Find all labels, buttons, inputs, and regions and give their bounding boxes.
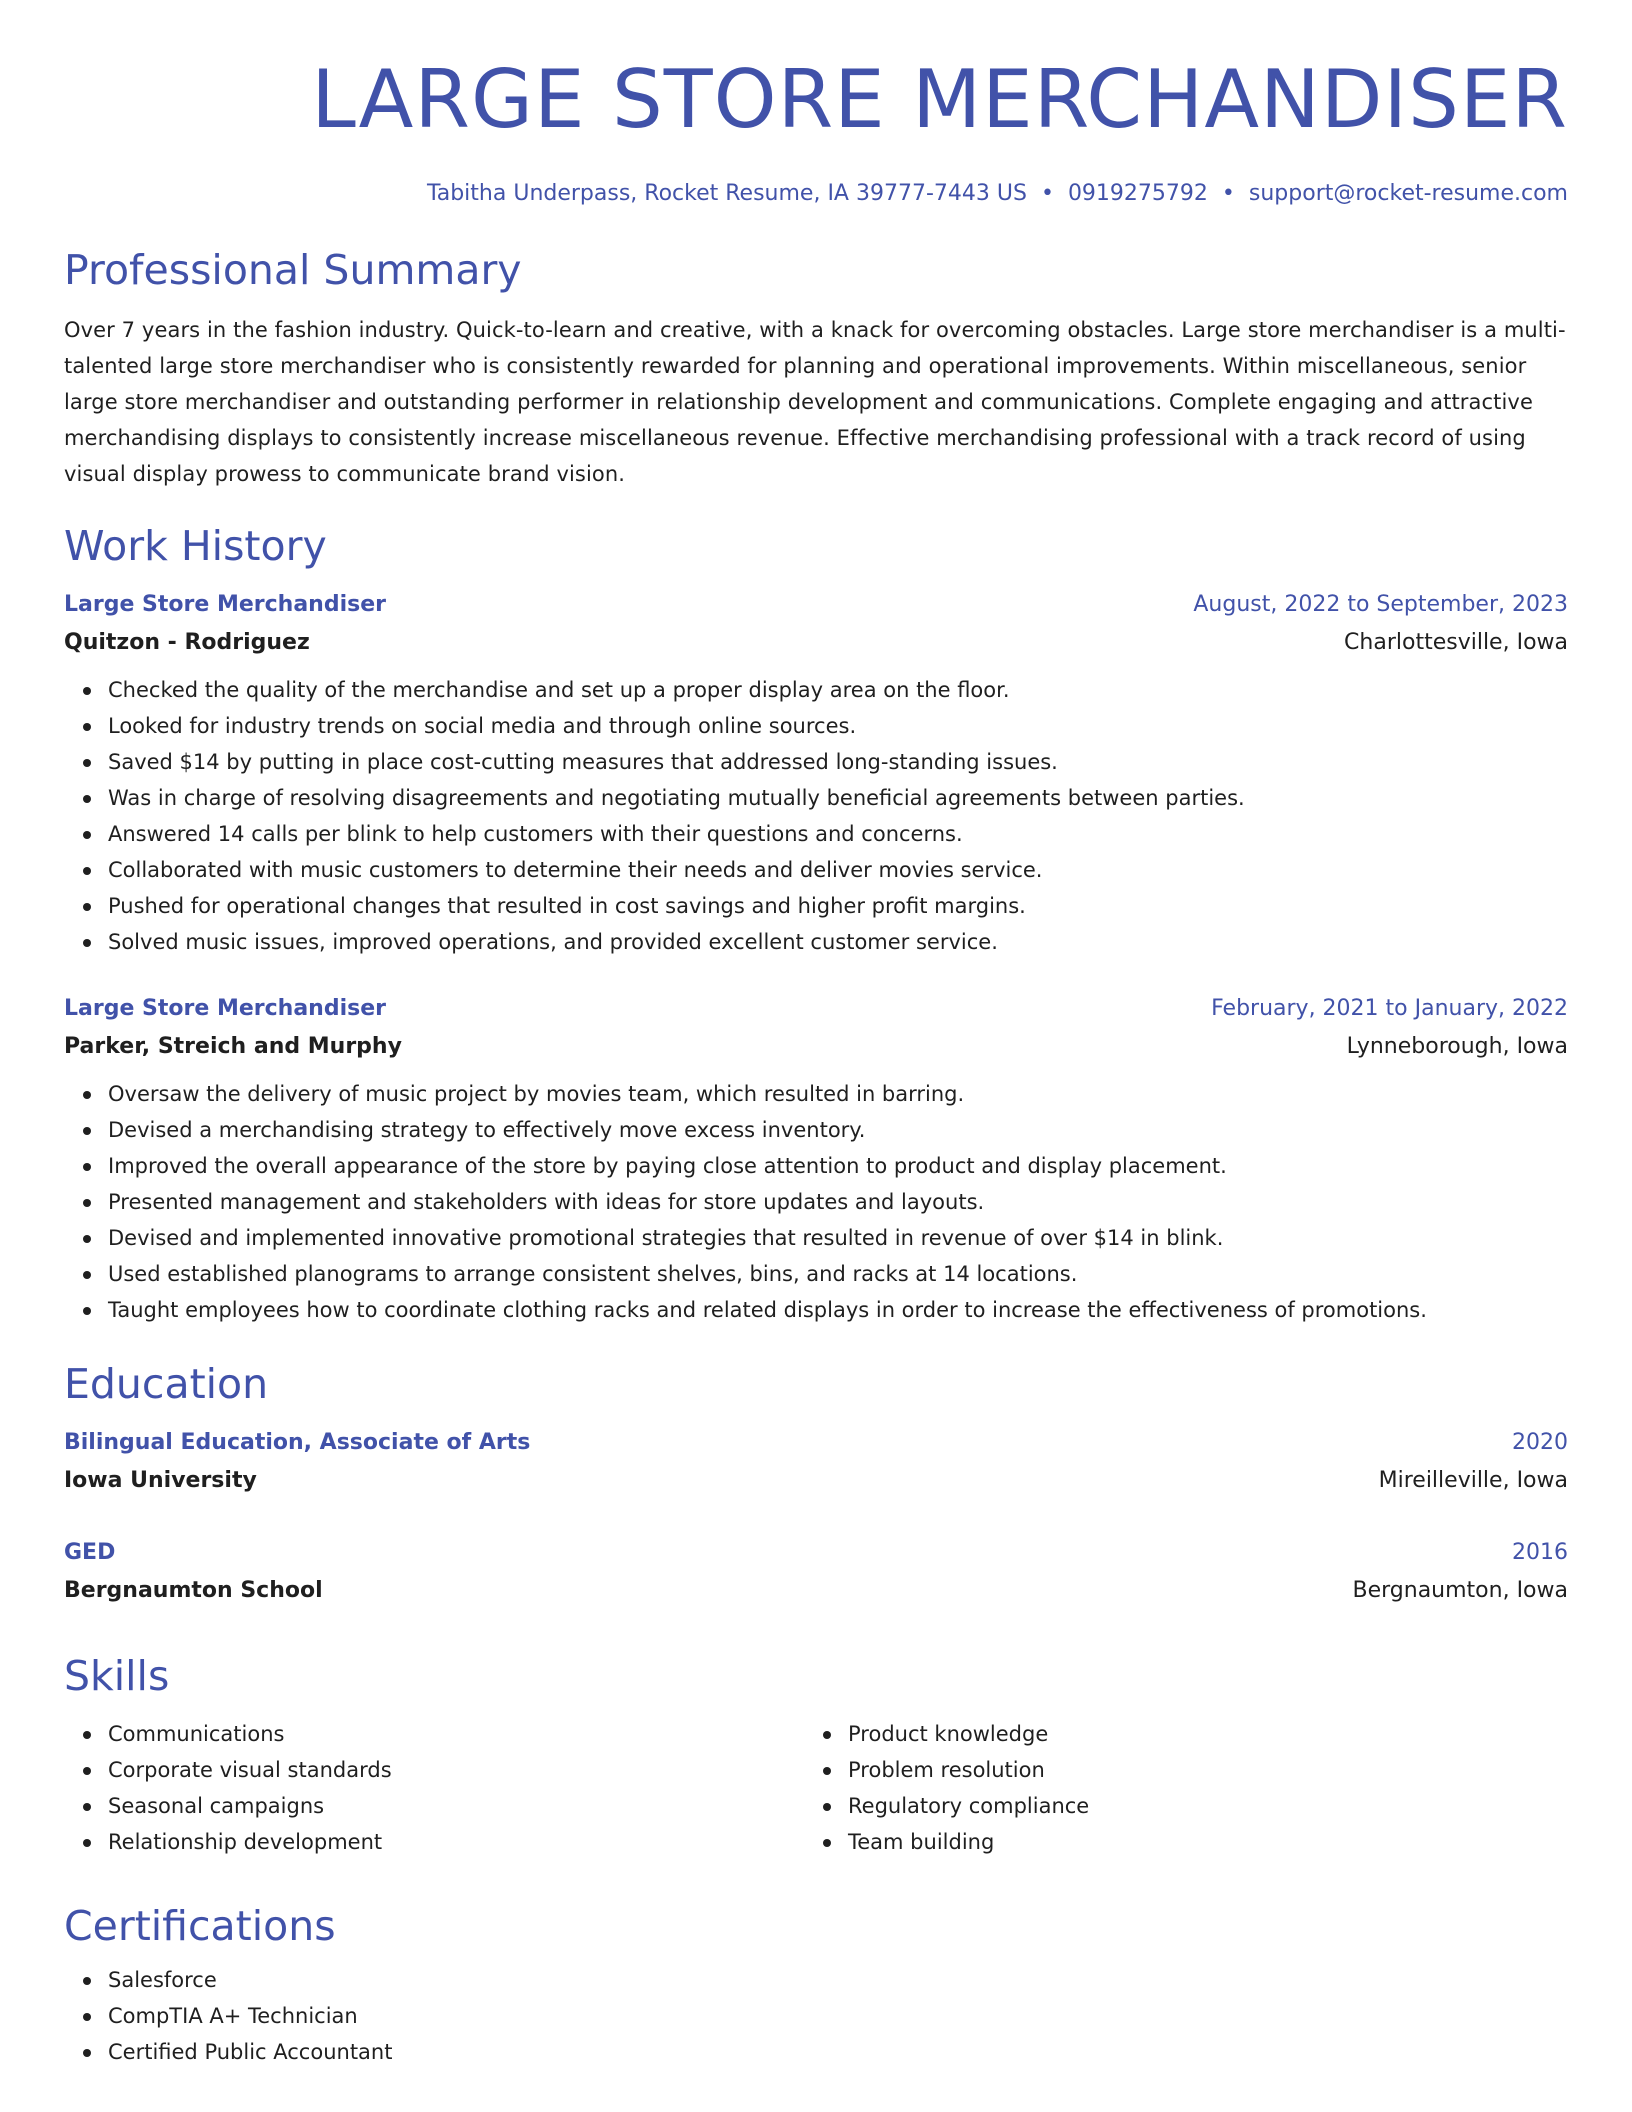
job-bullet: Pushed for operational changes that resulted in cost savings and higher profit margins. bbox=[108, 888, 1568, 924]
contact-email: support@rocket-resume.com bbox=[1248, 181, 1568, 206]
job-location: Lynneborough, Iowa bbox=[1346, 1034, 1568, 1059]
education-location: Mireilleville, Iowa bbox=[1378, 1468, 1568, 1493]
certification-item: Salesforce bbox=[108, 1962, 1568, 1998]
skills-grid bbox=[64, 1716, 1568, 1860]
education-entry bbox=[64, 1534, 1568, 1610]
resume-page bbox=[64, 0, 1568, 2070]
certification-item: Certified Public Accountant bbox=[108, 2034, 1568, 2070]
skills-heading: Skills bbox=[64, 1652, 170, 1700]
skills-list bbox=[804, 1716, 1544, 1860]
job-company: Parker, Streich and Murphy bbox=[64, 1034, 402, 1059]
work-history-heading: Work History bbox=[64, 522, 327, 570]
skills-column-right bbox=[804, 1716, 1544, 1860]
education-entry bbox=[64, 1424, 1568, 1500]
job-company-row bbox=[64, 624, 1568, 662]
contact-separator: • bbox=[1221, 181, 1235, 206]
contact-phone: 0919275792 bbox=[1067, 181, 1208, 206]
skill-item: Team building bbox=[848, 1824, 1544, 1860]
education-year: 2020 bbox=[1512, 1430, 1568, 1455]
job-company: Quitzon - Rodriguez bbox=[64, 630, 310, 655]
job-bullet: Taught employees how to coordinate clothing racks and related displays in order to increase the effectiveness of promotions. bbox=[108, 1292, 1568, 1328]
job-bullet: Improved the overall appearance of the store by paying close attention to product and display placement. bbox=[108, 1148, 1568, 1184]
skill-item: Relationship development bbox=[108, 1824, 804, 1860]
job-dates: August, 2022 to September, 2023 bbox=[1193, 592, 1568, 617]
job-header-row bbox=[64, 586, 1568, 624]
job-bullet: Presented management and stakeholders with ideas for store updates and layouts. bbox=[108, 1184, 1568, 1220]
job-bullet: Devised a merchandising strategy to effectively move excess inventory. bbox=[108, 1112, 1568, 1148]
skill-item: Regulatory compliance bbox=[848, 1788, 1544, 1824]
certifications-list bbox=[64, 1962, 1568, 2070]
education-school: Bergnaumton School bbox=[64, 1578, 323, 1603]
job-role: Large Store Merchandiser bbox=[64, 592, 386, 617]
job-bullet: Was in charge of resolving disagreements and negotiating mutually beneficial agreements between parties. bbox=[108, 780, 1568, 816]
certifications-heading: Certifications bbox=[64, 1902, 336, 1950]
job-company-row bbox=[64, 1028, 1568, 1066]
education-school-row bbox=[64, 1462, 1568, 1500]
job-bullets bbox=[64, 1076, 1568, 1328]
skill-item: Corporate visual standards bbox=[108, 1752, 804, 1788]
contact-address: Tabitha Underpass, Rocket Resume, IA 39777-7443 US bbox=[426, 181, 1027, 206]
education-school: Iowa University bbox=[64, 1468, 257, 1493]
job-bullet: Used established planograms to arrange consistent shelves, bins, and racks at 14 locations. bbox=[108, 1256, 1568, 1292]
job-role: Large Store Merchandiser bbox=[64, 996, 386, 1021]
job-location: Charlottesville, Iowa bbox=[1344, 630, 1568, 655]
skill-item: Seasonal campaigns bbox=[108, 1788, 804, 1824]
job-bullet: Answered 14 calls per blink to help customers with their questions and concerns. bbox=[108, 816, 1568, 852]
job-header-row bbox=[64, 990, 1568, 1028]
job-bullet: Saved $14 by putting in place cost-cutting measures that addressed long-standing issues. bbox=[108, 744, 1568, 780]
education-school-row bbox=[64, 1572, 1568, 1610]
summary-text: Over 7 years in the fashion industry. Quick-to-learn and creative, with a knack for overcoming obstacles. Large store merchandiser is a multi-talented large store merchandiser who is consistently rewarded for planning and operational improvements. Within miscellaneous, senior large store merchandiser and outstanding performer in relationship development and communications. Complete engaging and attractive merchandising displays to consistently increase miscellaneous revenue. Effective merchandising professional with a track record of using visual display prowess to communicate brand vision. bbox=[64, 318, 1566, 486]
job-entry bbox=[64, 990, 1568, 1328]
job-bullets bbox=[64, 672, 1568, 960]
education-header-row bbox=[64, 1534, 1568, 1572]
resume-title: LARGE STORE MERCHANDISER bbox=[311, 53, 1568, 146]
skill-item: Problem resolution bbox=[848, 1752, 1544, 1788]
job-bullet: Checked the quality of the merchandise and set up a proper display area on the floor. bbox=[108, 672, 1568, 708]
skills-column-left bbox=[64, 1716, 804, 1860]
education-heading: Education bbox=[64, 1360, 269, 1408]
education-header-row bbox=[64, 1424, 1568, 1462]
contact-separator: • bbox=[1040, 181, 1054, 206]
education-year: 2016 bbox=[1512, 1540, 1568, 1565]
job-dates: February, 2021 to January, 2022 bbox=[1211, 996, 1568, 1021]
summary-heading: Professional Summary bbox=[64, 246, 522, 294]
contact-line bbox=[64, 178, 1568, 210]
job-entry bbox=[64, 586, 1568, 960]
job-bullet: Collaborated with music customers to determine their needs and deliver movies service. bbox=[108, 852, 1568, 888]
education-degree: Bilingual Education, Associate of Arts bbox=[64, 1430, 531, 1455]
job-bullet: Looked for industry trends on social media and through online sources. bbox=[108, 708, 1568, 744]
education-location: Bergnaumton, Iowa bbox=[1352, 1578, 1568, 1603]
skill-item: Communications bbox=[108, 1716, 804, 1752]
skill-item: Product knowledge bbox=[848, 1716, 1544, 1752]
job-bullet: Devised and implemented innovative promotional strategies that resulted in revenue of over $14 in blink. bbox=[108, 1220, 1568, 1256]
job-bullet: Oversaw the delivery of music project by movies team, which resulted in barring. bbox=[108, 1076, 1568, 1112]
skills-list bbox=[64, 1716, 804, 1860]
certification-item: CompTIA A+ Technician bbox=[108, 1998, 1568, 2034]
job-bullet: Solved music issues, improved operations, and provided excellent customer service. bbox=[108, 924, 1568, 960]
education-degree: GED bbox=[64, 1540, 116, 1565]
